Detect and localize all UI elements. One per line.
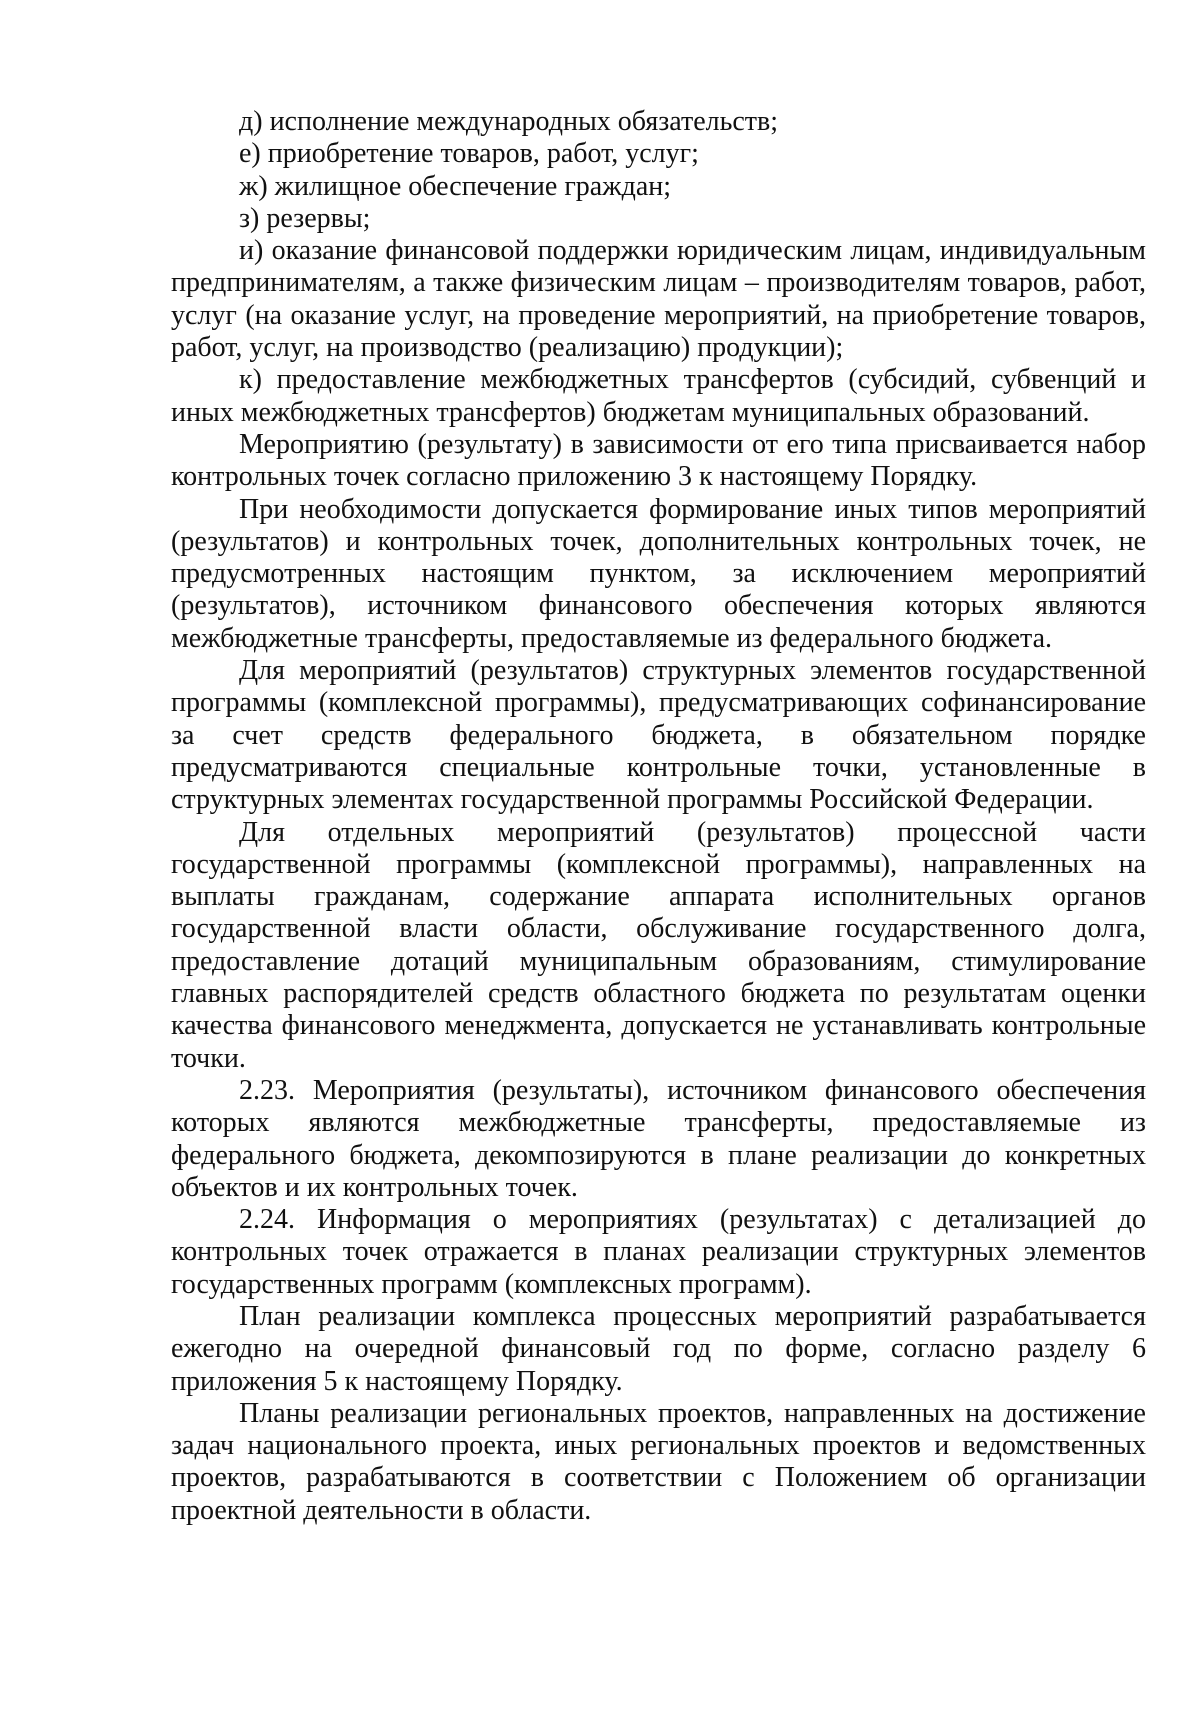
clause-2-24: 2.24. Информация о мероприятиях (результатах) с детализацией до контрольных точек отражается в планах реализации структурных элементов государственных программ (комплексных программ). [171, 1204, 1146, 1300]
paragraph-federal-cofinancing: Для мероприятий (результатов) структурных элементов государственной программы (комплексной программы), предусматривающих софинансирование за счет средств федерального бюджета, в обязательном порядке предусматриваются специальные контрольные точки, установленные в структурных элементах государственной программы Российской Федерации. [171, 655, 1146, 816]
paragraph-control-points: Мероприятию (результату) в зависимости от его типа присваивается набор контрольных точек согласно приложению 3 к настоящему Порядку. [171, 428, 1146, 493]
paragraph-process-plan: План реализации комплекса процессных мероприятий разрабатывается ежегодно на очередной финансовый год по форме, согласно разделу 6 приложения 5 к настоящему Порядку. [171, 1300, 1146, 1397]
paragraph-other-types: При необходимости допускается формирование иных типов мероприятий (результатов) и контрольных точек, дополнительных контрольных точек, не предусмотренных настоящим пунктом, за исключением мероприятий (результатов), источником финансового обеспечения которых являются межбюджетные трансферты, предоставляемые из федерального бюджета. [171, 493, 1146, 654]
list-item-z: з) резервы; [239, 202, 371, 234]
list-item-i: и) оказание финансовой поддержки юридическим лицам, индивидуальным предпринимателям, а также физическим лицам – производителям товаров, работ, услуг (на оказание услуг, на проведение мероприятий, на приобретение товаров, работ, услуг, на производство (реализацию) продукции); [171, 235, 1146, 364]
paragraph-process-part: Для отдельных мероприятий (результатов) процессной части государственной программы (комплексной программы), направленных на выплаты гражданам, содержание аппарата исполнительных органов государственной власти области, обслуживание государственного долга, предоставление дотаций муниципальным образованиям, стимулирование главных распорядителей средств областного бюджета по результатам оценки качества финансового менеджмента, допускается не устанавливать контрольные точки. [171, 816, 1146, 1074]
paragraph-regional-projects: Планы реализации региональных проектов, направленных на достижение задач национального проекта, иных региональных проектов и ведомственных проектов, разрабатываются в соответствии с Положением об организации проектной деятельности в области. [171, 1397, 1146, 1526]
clause-2-23: 2.23. Мероприятия (результаты), источником финансового обеспечения которых являются межбюджетные трансферты, предоставляемые из федерального бюджета, декомпозируются в плане реализации до конкретных объектов и их контрольных точек. [171, 1074, 1146, 1203]
list-item-zh: ж) жилищное обеспечение граждан; [239, 170, 672, 202]
list-item-k: к) предоставление межбюджетных трансфертов (субсидий, субвенций и иных межбюджетных трансфертов) бюджетам муниципальных образований. [171, 364, 1146, 428]
list-item-d: д) исполнение международных обязательств; [239, 106, 779, 137]
list-item-e: е) приобретение товаров, работ, услуг; [239, 138, 699, 170]
document-body [171, 106, 1146, 1527]
